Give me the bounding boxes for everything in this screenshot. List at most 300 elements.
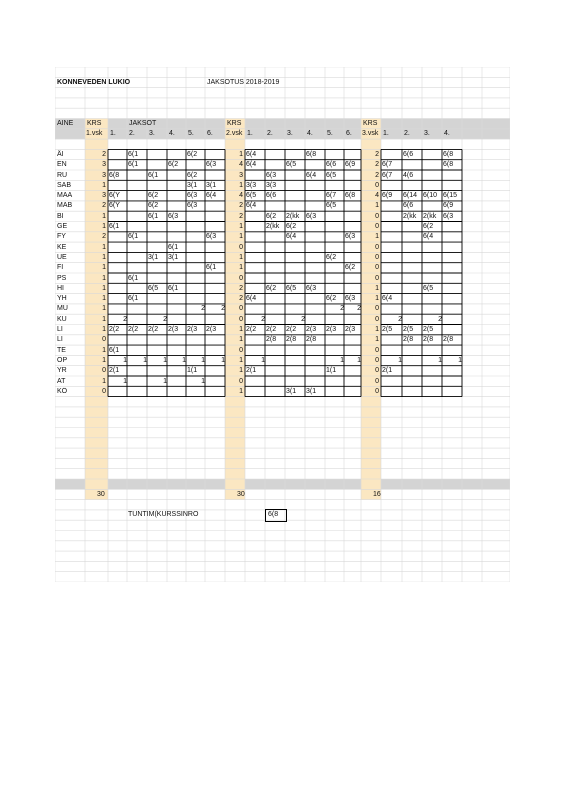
period-cell: 6(6 bbox=[326, 161, 337, 169]
period-cell bbox=[148, 335, 167, 345]
period-cell bbox=[403, 366, 422, 376]
period-cell: 2(5 bbox=[403, 326, 414, 333]
period-cell bbox=[266, 356, 285, 366]
period-cell bbox=[206, 171, 225, 181]
period-cell bbox=[382, 284, 402, 294]
period-cell: 3(1 bbox=[306, 387, 317, 395]
period-cell: 2(2 bbox=[148, 326, 159, 333]
period-cell: 6(5 bbox=[148, 284, 159, 292]
period-cell bbox=[266, 160, 285, 170]
period-cell bbox=[109, 243, 127, 253]
period-cell bbox=[382, 346, 402, 356]
period-cell bbox=[148, 294, 167, 304]
subject-label: YH bbox=[57, 295, 67, 303]
subject-label: AT bbox=[57, 377, 66, 385]
period-cell bbox=[306, 201, 325, 211]
period-cell: 6(3 bbox=[345, 295, 356, 303]
krs-value-2: 0 bbox=[239, 377, 243, 385]
period-cell bbox=[403, 387, 422, 397]
period-cell bbox=[382, 150, 402, 160]
period-cell bbox=[345, 366, 361, 376]
period-cell: 6(2 bbox=[168, 161, 179, 169]
period-cell bbox=[266, 366, 285, 376]
period-cell: 6(6 bbox=[403, 150, 414, 158]
period-cell bbox=[246, 222, 265, 232]
krs-value-2: 0 bbox=[239, 315, 243, 323]
period-cell: 2(2 bbox=[286, 326, 297, 333]
period-cell: 3(1 bbox=[206, 181, 217, 189]
period-cell: 6(5 bbox=[326, 202, 337, 210]
period-cell: 1 bbox=[123, 356, 127, 364]
period-cell bbox=[306, 263, 325, 273]
period-cell: 6(3 bbox=[345, 233, 356, 241]
krs-value-2: 0 bbox=[239, 274, 243, 282]
subject-label: LI bbox=[57, 336, 63, 344]
period-cell bbox=[326, 377, 344, 387]
period-cell bbox=[443, 243, 462, 253]
period-cell bbox=[109, 284, 127, 294]
period-cell bbox=[187, 346, 205, 356]
period-cell: 2 bbox=[438, 315, 442, 323]
period-cell bbox=[286, 294, 305, 304]
krs-value-1: 1 bbox=[102, 243, 106, 251]
krs-value-1: 2 bbox=[102, 202, 106, 210]
period-cell bbox=[286, 181, 305, 191]
krs-value-1: 1 bbox=[102, 253, 106, 261]
period-cell bbox=[443, 325, 462, 335]
period-cell: 2(8 bbox=[423, 336, 434, 344]
subject-label: ÄI bbox=[57, 150, 64, 158]
krs-value-3: 0 bbox=[375, 243, 379, 251]
period-cell bbox=[168, 232, 186, 242]
period-cell: 6(5 bbox=[286, 161, 297, 169]
subject-label: KU bbox=[57, 315, 67, 323]
period-cell bbox=[423, 294, 442, 304]
krs-value-1: 1 bbox=[102, 315, 106, 323]
period-cell bbox=[403, 377, 422, 387]
header-period: 3. bbox=[149, 130, 155, 138]
period-cell bbox=[286, 346, 305, 356]
period-cell bbox=[286, 201, 305, 211]
krs-value-3: 1 bbox=[375, 233, 379, 241]
period-cell bbox=[109, 387, 127, 397]
krs-value-3: 2 bbox=[375, 171, 379, 179]
header-krs-1: KRS bbox=[87, 120, 102, 127]
period-cell bbox=[306, 253, 325, 263]
period-cell bbox=[443, 263, 462, 273]
period-cell bbox=[168, 201, 186, 211]
subject-label: GE bbox=[57, 223, 68, 230]
period-cell: 2(kk bbox=[286, 212, 300, 220]
period-cell: 2 bbox=[398, 315, 402, 323]
period-cell: 2(2 bbox=[266, 326, 277, 333]
period-cell bbox=[306, 222, 325, 232]
krs-value-1: 1 bbox=[102, 305, 106, 313]
period-cell bbox=[345, 315, 361, 325]
krs-value-3: 0 bbox=[375, 346, 379, 354]
period-cell bbox=[148, 222, 167, 232]
period-cell bbox=[382, 387, 402, 397]
krs-value-1: 1 bbox=[102, 264, 106, 272]
period-cell: 2(3 bbox=[345, 326, 356, 333]
krs-value-1: 0 bbox=[102, 367, 106, 375]
period-cell bbox=[266, 294, 285, 304]
period-cell bbox=[326, 274, 344, 284]
total-krs-3: 16 bbox=[373, 490, 381, 498]
period-cell bbox=[382, 377, 402, 387]
header-period: 5. bbox=[188, 130, 194, 138]
period-cell: 6(4 bbox=[306, 171, 317, 179]
krs-value-1: 1 bbox=[102, 212, 106, 220]
period-cell bbox=[345, 284, 361, 294]
period-cell bbox=[109, 263, 127, 273]
period-cell bbox=[345, 171, 361, 181]
period-cell bbox=[266, 387, 285, 397]
period-cell bbox=[246, 253, 265, 263]
period-cell: 1 bbox=[261, 356, 265, 364]
period-cell bbox=[187, 387, 205, 397]
subject-label: RU bbox=[57, 171, 68, 179]
period-cell bbox=[382, 253, 402, 263]
period-cell bbox=[382, 274, 402, 284]
period-cell: 6(2 bbox=[187, 171, 198, 179]
period-cell bbox=[306, 377, 325, 387]
krs-value-3: 0 bbox=[375, 387, 379, 395]
header-period: 1. bbox=[383, 130, 389, 138]
period-cell: 6(9 bbox=[382, 192, 393, 200]
period-cell bbox=[306, 366, 325, 376]
period-cell bbox=[168, 335, 186, 345]
period-cell bbox=[443, 315, 462, 325]
period-cell bbox=[128, 212, 147, 222]
period-cell: 6(1 bbox=[168, 284, 179, 292]
period-cell: 6(1 bbox=[128, 274, 139, 282]
period-cell bbox=[128, 366, 147, 376]
period-cell: 6(4 bbox=[206, 192, 217, 200]
period-cell bbox=[326, 284, 344, 294]
period-cell bbox=[148, 232, 167, 242]
period-cell bbox=[246, 284, 265, 294]
period-cell bbox=[266, 243, 285, 253]
krs-value-3: 0 bbox=[375, 377, 379, 385]
period-cell bbox=[128, 315, 147, 325]
period-cell: 6(4 bbox=[286, 233, 297, 241]
period-cell bbox=[423, 304, 442, 314]
subject-label: KE bbox=[57, 243, 67, 251]
period-cell: 6(1 bbox=[128, 295, 139, 303]
period-cell: 3(1 bbox=[168, 253, 179, 261]
period-cell bbox=[382, 243, 402, 253]
period-cell: 6(2 bbox=[423, 223, 434, 230]
period-cell bbox=[109, 253, 127, 263]
period-cell bbox=[382, 212, 402, 222]
period-cell: 6(1 bbox=[128, 233, 139, 241]
period-cell bbox=[168, 346, 186, 356]
period-cell: 1 bbox=[398, 356, 402, 364]
header-period: 4. bbox=[169, 130, 175, 138]
period-cell: 6(1 bbox=[109, 223, 120, 230]
period-cell bbox=[168, 274, 186, 284]
period-cell bbox=[286, 377, 305, 387]
period-cell bbox=[148, 274, 167, 284]
period-cell bbox=[382, 181, 402, 191]
period-cell bbox=[148, 160, 167, 170]
krs-value-1: 1 bbox=[102, 377, 106, 385]
period-cell bbox=[266, 346, 285, 356]
period-cell bbox=[443, 284, 462, 294]
krs-value-3: 1 bbox=[375, 284, 379, 292]
period-cell bbox=[206, 212, 225, 222]
krs-value-1: 2 bbox=[102, 233, 106, 241]
header-period: 4. bbox=[307, 130, 313, 138]
period-cell: 6(2 bbox=[326, 253, 337, 261]
period-cell: 6(9 bbox=[443, 202, 454, 210]
period-cell: 2(kk bbox=[403, 212, 417, 220]
krs-value-2: 4 bbox=[239, 161, 243, 169]
krs-value-2: 1 bbox=[239, 367, 243, 375]
krs-value-1: 0 bbox=[102, 336, 106, 344]
period-cell bbox=[326, 335, 344, 345]
period-cell: 6(2 bbox=[345, 264, 356, 272]
period-cell: 6(1 bbox=[128, 150, 139, 158]
period-cell bbox=[403, 253, 422, 263]
period-cell bbox=[206, 150, 225, 160]
period-cell bbox=[168, 294, 186, 304]
krs-value-3: 2 bbox=[375, 161, 379, 169]
period-cell bbox=[187, 335, 205, 345]
krs-value-1: 3 bbox=[102, 192, 106, 200]
period-cell: 1 bbox=[438, 356, 442, 364]
period-cell: 2(3 bbox=[206, 326, 217, 333]
period-cell bbox=[423, 346, 442, 356]
period-cell: 6(4 bbox=[246, 295, 257, 303]
period-cell bbox=[382, 335, 402, 345]
period-cell bbox=[345, 243, 361, 253]
period-cell bbox=[206, 335, 225, 345]
period-cell bbox=[286, 191, 305, 201]
period-cell: 2(8 bbox=[266, 336, 277, 344]
period-cell bbox=[306, 243, 325, 253]
period-cell: 1 bbox=[182, 356, 186, 364]
period-cell bbox=[246, 274, 265, 284]
krs-value-2: 0 bbox=[239, 305, 243, 313]
period-cell bbox=[109, 181, 127, 191]
period-cell bbox=[345, 222, 361, 232]
period-cell: 3(1 bbox=[148, 253, 159, 261]
period-cell bbox=[187, 243, 205, 253]
period-cell: 6(1 bbox=[109, 346, 120, 354]
period-cell bbox=[423, 181, 442, 191]
period-cell bbox=[206, 222, 225, 232]
period-cell bbox=[206, 346, 225, 356]
period-cell bbox=[168, 191, 186, 201]
subject-label: SAB bbox=[57, 181, 72, 189]
period-cell bbox=[148, 387, 167, 397]
period-cell bbox=[246, 232, 265, 242]
period-cell bbox=[128, 222, 147, 232]
krs-value-2: 1 bbox=[239, 326, 243, 333]
subject-label: LI bbox=[57, 326, 63, 333]
krs-value-3: 0 bbox=[375, 367, 379, 375]
period-cell bbox=[403, 243, 422, 253]
period-cell: 6(2 bbox=[266, 212, 277, 220]
period-cell: 6(7 bbox=[326, 192, 337, 200]
period-cell bbox=[345, 335, 361, 345]
period-cell bbox=[109, 304, 127, 314]
period-cell bbox=[443, 387, 462, 397]
header-period: 2. bbox=[404, 130, 410, 138]
period-cell bbox=[246, 263, 265, 273]
krs-value-1: 1 bbox=[102, 181, 106, 189]
period-cell: 6(1 bbox=[148, 171, 159, 179]
period-cell bbox=[286, 274, 305, 284]
period-cell bbox=[187, 274, 205, 284]
period-cell: 2(3 bbox=[187, 326, 198, 333]
period-cell bbox=[443, 377, 462, 387]
period-cell bbox=[326, 212, 344, 222]
period-cell bbox=[326, 222, 344, 232]
krs-value-2: 1 bbox=[239, 264, 243, 272]
period-cell: 6(3 bbox=[266, 171, 277, 179]
period-cell: 2(2 bbox=[109, 326, 120, 333]
period-cell: 2(kk bbox=[423, 212, 437, 220]
period-cell: 6(1 bbox=[206, 264, 217, 272]
period-cell: 6(7 bbox=[382, 161, 393, 169]
period-cell bbox=[187, 294, 205, 304]
period-cell bbox=[345, 201, 361, 211]
period-cell bbox=[206, 377, 225, 387]
period-cell bbox=[306, 346, 325, 356]
period-cell bbox=[128, 191, 147, 201]
period-cell bbox=[306, 294, 325, 304]
period-cell bbox=[168, 150, 186, 160]
krs-value-2: 1 bbox=[239, 387, 243, 395]
period-cell: 2(8 bbox=[306, 336, 317, 344]
period-cell: 6(8 bbox=[345, 192, 356, 200]
header-period: 1. bbox=[247, 130, 253, 138]
period-cell bbox=[168, 171, 186, 181]
period-cell: 2(2 bbox=[246, 326, 257, 333]
period-cell bbox=[246, 335, 265, 345]
period-cell bbox=[345, 377, 361, 387]
krs-value-1: 0 bbox=[102, 387, 106, 395]
period-cell: 2 bbox=[221, 305, 225, 313]
period-cell bbox=[326, 243, 344, 253]
period-cell: 1 bbox=[458, 356, 462, 364]
period-cell: 6(3 bbox=[168, 212, 179, 220]
period-cell bbox=[382, 201, 402, 211]
header-period: 6. bbox=[207, 130, 213, 138]
period-cell bbox=[443, 346, 462, 356]
period-cell bbox=[148, 304, 167, 314]
period-cell bbox=[423, 171, 442, 181]
period-cell bbox=[423, 150, 442, 160]
period-cell bbox=[187, 284, 205, 294]
subject-label: OP bbox=[57, 356, 68, 364]
period-cell bbox=[266, 304, 285, 314]
subject-label: FI bbox=[57, 264, 64, 272]
period-cell bbox=[187, 212, 205, 222]
period-cell: 6(2 bbox=[286, 223, 297, 230]
period-cell: 6(7 bbox=[382, 171, 393, 179]
period-cell bbox=[206, 274, 225, 284]
period-cell bbox=[187, 315, 205, 325]
period-cell: 6(Y bbox=[109, 202, 120, 210]
krs-value-3: 0 bbox=[375, 253, 379, 261]
period-cell bbox=[345, 346, 361, 356]
period-cell bbox=[306, 232, 325, 242]
period-cell bbox=[148, 366, 167, 376]
period-cell: 6(10 bbox=[423, 192, 438, 200]
period-cell: 6(3 bbox=[443, 212, 454, 220]
period-cell: 2(1 bbox=[246, 367, 257, 375]
krs-value-2: 2 bbox=[239, 212, 243, 220]
header-aine: AINE bbox=[57, 120, 74, 127]
krs-value-2: 2 bbox=[239, 295, 243, 303]
period-cell bbox=[345, 274, 361, 284]
period-cell bbox=[148, 150, 167, 160]
period-cell: 6(2 bbox=[148, 202, 159, 210]
period-cell: 6(2 bbox=[266, 284, 277, 292]
krs-value-3: 0 bbox=[375, 212, 379, 220]
krs-value-1: 1 bbox=[102, 356, 106, 364]
period-cell bbox=[168, 181, 186, 191]
period-cell bbox=[206, 284, 225, 294]
krs-value-3: 1 bbox=[375, 202, 379, 210]
krs-value-2: 2 bbox=[239, 284, 243, 292]
period-cell: 6(14 bbox=[403, 192, 418, 200]
period-cell bbox=[423, 160, 442, 170]
krs-value-2: 1 bbox=[239, 150, 243, 158]
period-cell: 1 bbox=[163, 377, 167, 385]
period-cell bbox=[443, 181, 462, 191]
krs-value-3: 4 bbox=[375, 192, 379, 200]
period-cell bbox=[109, 294, 127, 304]
period-cell: 1 bbox=[123, 377, 127, 385]
period-cell bbox=[148, 243, 167, 253]
period-cell bbox=[423, 387, 442, 397]
subject-label: FY bbox=[57, 233, 66, 241]
period-cell bbox=[326, 150, 344, 160]
header-period: 1. bbox=[110, 130, 116, 138]
period-cell bbox=[168, 222, 186, 232]
period-cell: 2(5 bbox=[423, 326, 434, 333]
period-cell: 3(1 bbox=[187, 181, 198, 189]
krs-value-1: 3 bbox=[102, 171, 106, 179]
period-cell bbox=[206, 253, 225, 263]
period-cell bbox=[246, 171, 265, 181]
period-cell bbox=[128, 377, 147, 387]
period-cell bbox=[423, 253, 442, 263]
period-cell bbox=[286, 304, 305, 314]
period-cell: 6(3 bbox=[306, 212, 317, 220]
period-cell bbox=[286, 356, 305, 366]
period-cell bbox=[443, 304, 462, 314]
period-cell bbox=[109, 274, 127, 284]
period-cell: 6(2 bbox=[326, 295, 337, 303]
period-cell: 6(6 bbox=[266, 192, 277, 200]
period-cell bbox=[187, 222, 205, 232]
period-cell: 1(1 bbox=[326, 367, 337, 375]
header-jaksot: JAKSOT bbox=[129, 120, 157, 127]
period-cell bbox=[326, 263, 344, 273]
krs-value-3: 0 bbox=[375, 315, 379, 323]
period-cell bbox=[345, 387, 361, 397]
period-cell: 6(4 bbox=[423, 233, 434, 241]
subject-label: BI bbox=[57, 212, 64, 220]
period-cell bbox=[443, 294, 462, 304]
period-cell bbox=[128, 387, 147, 397]
